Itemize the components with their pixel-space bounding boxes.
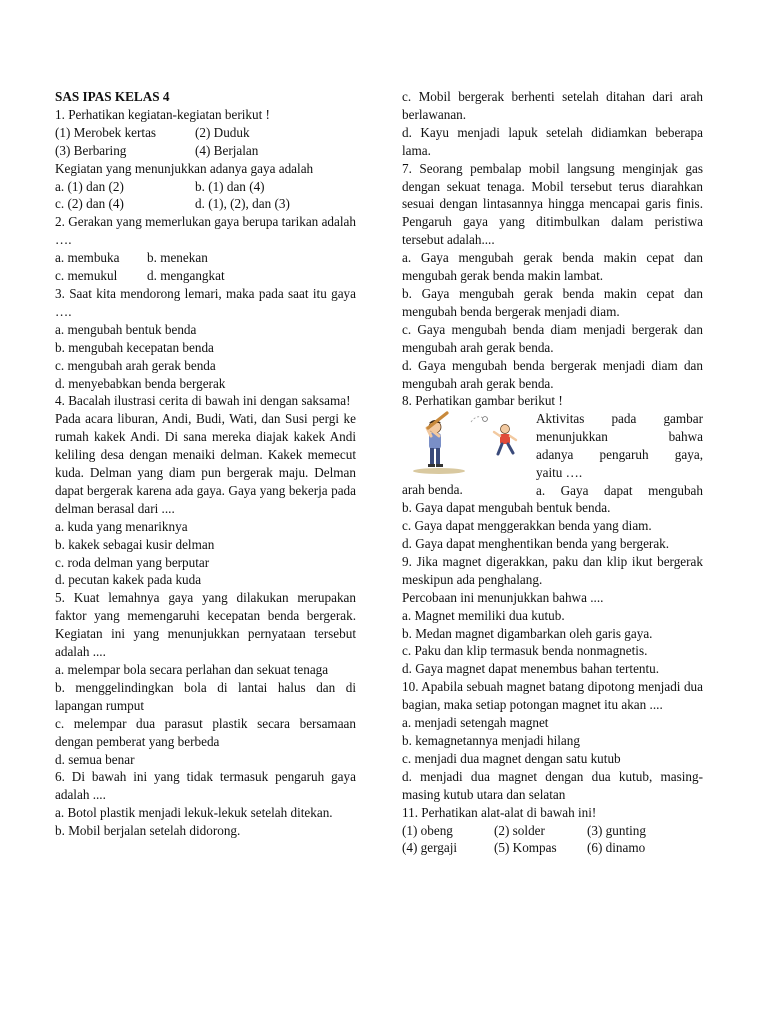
item-row <box>402 822 703 840</box>
question-stem: 9. Jika magnet digerakkan, paku dan klip ikut bergerak meskipun ada penghalang. <box>402 553 703 587</box>
item: (3) gunting <box>587 822 646 838</box>
option-b: b. kemagnetannya menjadi hilang <box>402 733 580 748</box>
option-c: c. (2) dan (4) <box>55 196 124 212</box>
option-d: d. pecutan kakek pada kuda <box>55 572 202 588</box>
option-row <box>55 249 356 267</box>
option-a: a. Botol plastik menjadi lekuk-lekuk setelah ditekan. <box>55 805 333 821</box>
option-b: b. menggelindingkan bola di lantai halus dan di lapangan rumput <box>55 679 356 713</box>
option-a-start: a. Gaya dapat mengubah <box>536 482 703 498</box>
item: (4) gergaji <box>402 840 458 856</box>
option-a: a. Magnet memiliki dua kutub. <box>402 607 565 623</box>
question-7 <box>402 160 703 393</box>
option-d: d. semua benar <box>55 751 135 767</box>
caption-line: yaitu …. <box>536 465 583 481</box>
option-a-rest: arah benda. <box>402 482 463 498</box>
item-row <box>402 839 703 857</box>
question-3 <box>55 285 356 392</box>
question-stem: 2. Gerakan yang memerlukan gaya berupa tarikan adalah …. <box>55 214 356 248</box>
option-c: c. roda delman yang berputar <box>55 554 210 570</box>
option-d: d. Kayu menjadi lapuk setelah didiamkan beberapa lama. <box>402 124 703 158</box>
question-5 <box>55 589 356 768</box>
option-a: a. melempar bola secara perlahan dan sekuat tenaga <box>55 662 329 677</box>
option-a: a. (1) dan (2) <box>55 178 124 194</box>
option-c: c. Gaya mengubah benda diam menjadi bergerak dan mengubah arah gerak benda. <box>402 321 703 355</box>
question-stem: 11. Perhatikan alat-alat di bawah ini! <box>402 804 597 820</box>
option-d: d. menjadi dua magnet dengan dua kutub, masing-masing kutub utara dan selatan <box>402 768 703 802</box>
item: (6) dinamo <box>587 840 646 856</box>
question-stem: 6. Di bawah ini yang tidak termasuk pengaruh gaya adalah .... <box>55 769 356 803</box>
question-9 <box>402 553 703 678</box>
option-b: b. Gaya dapat mengubah bentuk benda. <box>402 500 611 516</box>
question-10 <box>402 678 703 803</box>
question-11 <box>402 804 703 858</box>
option-a: a. mengubah bentuk benda <box>55 321 197 337</box>
option-b: b. (1) dan (4) <box>195 178 265 194</box>
question-1 <box>55 106 356 213</box>
option-c: c. Gaya dapat menggerakkan benda yang diam. <box>402 518 652 534</box>
item: (2) solder <box>494 822 545 838</box>
option-row <box>55 267 356 285</box>
option-a: a. kuda yang menariknya <box>55 518 188 534</box>
page-title: SAS IPAS KELAS 4 <box>55 89 170 104</box>
option-c: c. mengubah arah gerak benda <box>55 357 216 373</box>
caption-line: adanya pengaruh gaya, <box>536 447 703 463</box>
option-d: d. (1), (2), dan (3) <box>195 196 290 212</box>
option-a: a. Gaya mengubah gerak benda makin cepat dan mengubah gerak benda makin lambat. <box>402 250 703 284</box>
option-b: b. menekan <box>147 250 208 266</box>
question-6 <box>55 768 356 840</box>
question-stem: 8. Perhatikan gambar berikut ! <box>402 393 563 409</box>
baseball-illustration <box>409 410 527 476</box>
option-row <box>55 178 356 196</box>
option-c: c. menjadi dua magnet dengan satu kutub <box>402 750 621 766</box>
option-row <box>55 195 356 213</box>
question-stem: 1. Perhatikan kegiatan-kegiatan berikut ! <box>55 106 270 122</box>
option-b: b. Mobil berjalan setelah didorong. <box>55 823 241 839</box>
left-column <box>55 88 356 840</box>
item: (1) Merobek kertas <box>55 124 157 140</box>
option-b: b. Medan magnet digambarkan oleh garis gaya. <box>402 625 653 641</box>
question-stem: 3. Saat kita mendorong lemari, maka pada saat itu gaya …. <box>55 285 356 319</box>
item: (3) Berbaring <box>55 142 127 158</box>
question-4 <box>55 392 356 589</box>
option-b: b. Gaya mengubah gerak benda makin cepat dan mengubah benda bergerak menjadi diam. <box>402 285 703 319</box>
right-column <box>402 88 703 857</box>
item: (1) obeng <box>402 822 453 838</box>
item: (4) Berjalan <box>195 142 259 158</box>
option-c: c. melempar dua parasut plastik secara bersamaan dengan pemberat yang berbeda <box>55 715 356 749</box>
option-d: d. mengangkat <box>147 268 225 284</box>
question-2 <box>55 213 356 285</box>
option-d: d. Gaya dapat menghentikan benda yang bergerak. <box>402 536 670 552</box>
option-b: b. kakek sebagai kusir delman <box>55 536 215 552</box>
question-text: Kegiatan yang menunjukkan adanya gaya adalah <box>55 160 314 176</box>
question-8 <box>402 392 703 553</box>
item: (2) Duduk <box>195 124 250 140</box>
question-stem: 4. Bacalah ilustrasi cerita di bawah ini dengan saksama! <box>55 393 351 409</box>
figure-caption-block <box>536 410 703 500</box>
option-a: a. menjadi setengah magnet <box>402 715 549 731</box>
question-stem: 7. Seorang pembalap mobil langsung menginjak gas dengan sekuat tenaga. Mobil tersebut terus diarahkan sesuai dengan lintasannya hingga mencapai garis finis. Pengaruh gaya yang ditimbulkan dalam peristiwa tersebut adalah.... <box>402 160 703 248</box>
question-stem: 10. Apabila sebuah magnet batang dipotong menjadi dua bagian, maka setiap potongan magnet itu akan .... <box>402 679 703 713</box>
option-c: c. Mobil bergerak berhenti setelah ditahan dari arah berlawanan. <box>402 89 703 122</box>
story-text: Pada acara liburan, Andi, Budi, Wati, dan Susi pergi ke rumah kakek Andi. Di sana mereka diajak kakek Andi keliling desa dengan menaiki delman. Kakek memecut kuda. Delman yang diam pun bergerak maju. Delman dapat bergerak karena ada gaya. Gaya yang bekerja pada delman berasal dari .... <box>55 411 356 516</box>
question-6-continued <box>402 88 703 160</box>
option-d: d. menyebabkan benda bergerak <box>55 375 226 391</box>
question-text: Percobaan ini menunjukkan bahwa .... <box>402 589 604 605</box>
option-a: a. membuka <box>55 250 120 266</box>
caption-line: Aktivitas pada gambar <box>536 411 703 427</box>
caption-line: menunjukkan bahwa <box>536 429 703 445</box>
option-d: d. Gaya magnet dapat menembus bahan tertentu. <box>402 661 660 677</box>
option-b: b. mengubah kecepatan benda <box>55 339 214 355</box>
item: (5) Kompas <box>494 840 557 856</box>
option-c: c. memukul <box>55 268 118 284</box>
item-row <box>55 124 356 142</box>
option-c: c. Paku dan klip termasuk benda nonmagnetis. <box>402 643 648 659</box>
question-stem: 5. Kuat lemahnya gaya yang dilakukan merupakan faktor yang memengaruhi kecepatan benda bergerak. Kegiatan ini yang menunjukkan pernyataan tersebut adalah .... <box>55 590 356 660</box>
option-d: d. Gaya mengubah benda bergerak menjadi diam dan mengubah arah gerak benda. <box>402 357 703 391</box>
item-row <box>55 142 356 160</box>
